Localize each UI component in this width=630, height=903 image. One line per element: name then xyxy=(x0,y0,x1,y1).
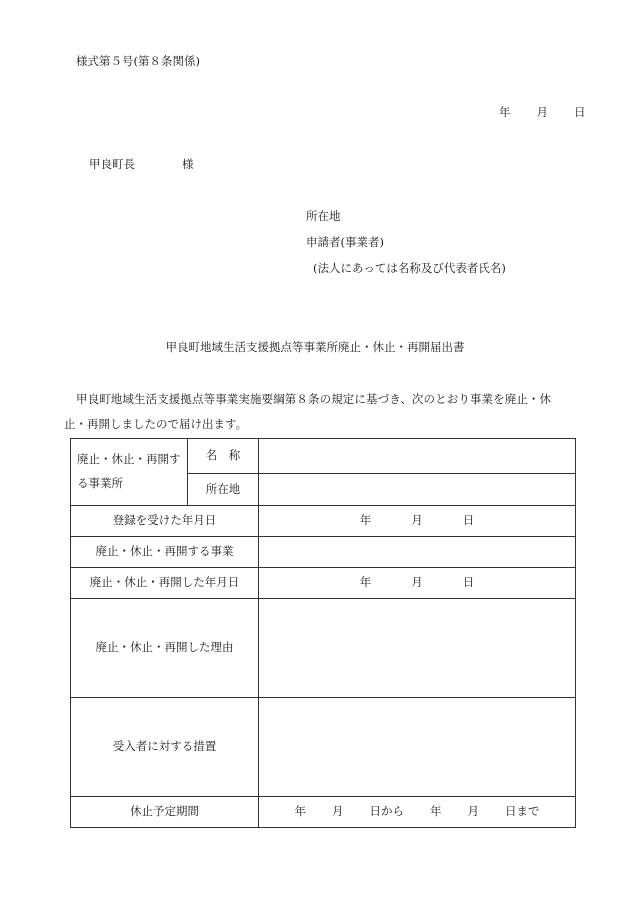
changed-date-year: 年 xyxy=(359,575,372,590)
submission-date xyxy=(499,107,586,119)
period-from-month: 月 xyxy=(332,804,344,819)
business-label: 廃止・休止・再開する事業 xyxy=(71,537,259,568)
period-from-day: 日から xyxy=(369,804,404,819)
changed-date-cell[interactable] xyxy=(259,568,576,599)
body-text-line-2: 止・再開しましたので届け出ます。 xyxy=(64,417,248,431)
applicant-note: (法人にあっては名称及び代表者氏名) xyxy=(313,261,506,275)
address-label: 所在地 xyxy=(188,474,259,506)
name-value-cell[interactable] xyxy=(259,439,576,474)
period-to-year: 年 xyxy=(430,804,442,819)
period-to-day: 日まで xyxy=(505,804,540,819)
registered-date-day: 日 xyxy=(462,513,475,528)
document-title: 甲良町地域生活支援拠点等事業所廃止・休止・再開届出書 xyxy=(165,340,465,354)
office-label-line-2: る事業所 xyxy=(77,476,123,490)
registered-date-label: 登録を受けた年月日 xyxy=(71,506,259,537)
date-year: 年 xyxy=(499,105,511,119)
changed-date-month: 月 xyxy=(411,575,423,590)
reason-value-cell[interactable] xyxy=(259,599,576,698)
reason-label: 廃止・休止・再開した理由 xyxy=(71,599,259,698)
registered-date-month: 月 xyxy=(411,513,423,528)
changed-date-day: 日 xyxy=(462,575,475,590)
applicant-label: 申請者(事業者) xyxy=(306,235,384,249)
office-label-line-1: 廃止・休止・再開す xyxy=(77,452,181,467)
date-month: 月 xyxy=(536,105,548,119)
registered-date-year: 年 xyxy=(359,513,372,528)
measures-value-cell[interactable] xyxy=(259,698,576,797)
address-value-cell[interactable] xyxy=(259,474,576,506)
measures-label: 受入者に対する措置 xyxy=(71,698,259,797)
form-number: 様式第５号(第８条関係) xyxy=(76,54,200,68)
body-text-line-1: 甲良町地域生活支援拠点等事業実施要綱第８条の規定に基づき、次のとおり事業を廃止・休 xyxy=(76,392,552,406)
notification-form-table xyxy=(70,438,576,828)
period-label: 休止予定期間 xyxy=(71,797,259,828)
addressee-honorific: 様 xyxy=(182,157,194,171)
addressee xyxy=(89,159,194,171)
applicant-location-label: 所在地 xyxy=(306,209,341,223)
changed-date-label: 廃止・休止・再開した年月日 xyxy=(71,568,259,599)
period-from-year: 年 xyxy=(294,804,306,819)
period-cell[interactable] xyxy=(259,797,576,828)
period-to-month: 月 xyxy=(467,804,479,819)
office-label-cell xyxy=(71,439,188,506)
registered-date-cell[interactable] xyxy=(259,506,576,537)
business-value-cell[interactable] xyxy=(259,537,576,568)
addressee-name: 甲良町長 xyxy=(89,157,135,171)
name-label: 名 称 xyxy=(188,439,259,474)
date-day: 日 xyxy=(574,105,586,119)
